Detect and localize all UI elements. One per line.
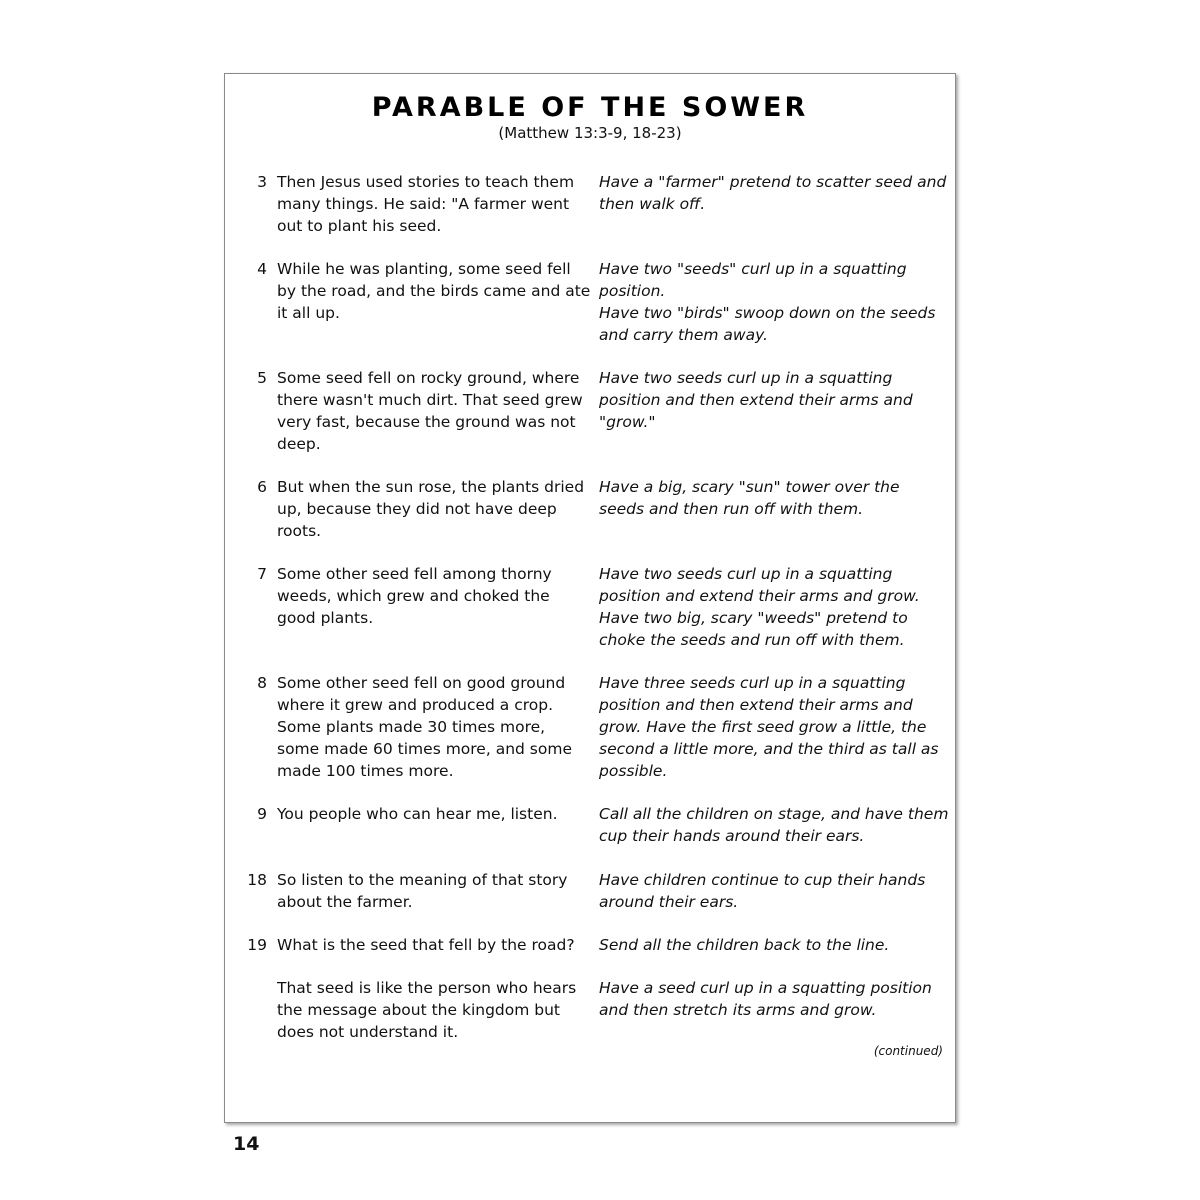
stage-direction: Have a seed curl up in a squatting position and then stretch its arms and grow.: [599, 979, 932, 1019]
verse-number: 3: [257, 173, 267, 191]
page-number: 14: [233, 1133, 260, 1155]
verse-number: 19: [247, 936, 267, 954]
stage-direction: Have two "seeds" curl up in a squatting position. Have two "birds" swoop down on the seeds and carry them away.: [599, 260, 936, 344]
verse-text: You people who can hear me, listen.: [277, 805, 558, 823]
page-title: PARABLE OF THE SOWER: [371, 92, 809, 123]
stage-direction: Have two seeds curl up in a squatting position and extend their arms and grow. Have two big, scary "weeds" pretend to choke the seeds and run off with them.: [599, 565, 920, 649]
stage-direction: Have two seeds curl up in a squatting position and then extend their arms and "grow.": [599, 369, 913, 431]
stage-direction: Have three seeds curl up in a squatting position and then extend their arms and grow. Have the first seed grow a little, the second a little more, and the third as tall as possible.: [599, 674, 939, 780]
verse-text: Some other seed fell on good ground where it grew and produced a crop. Some plants made 30 times more, some made 60 times more, and some made 100 times more.: [277, 674, 572, 780]
verse-number: 5: [257, 369, 267, 387]
verse-text: Some seed fell on rocky ground, where there wasn't much dirt. That seed grew very fast, because the ground was not deep.: [277, 369, 583, 453]
stage-direction: Have a "farmer" pretend to scatter seed and then walk off.: [599, 173, 947, 213]
verse-number: 7: [257, 565, 267, 583]
verse-text: So listen to the meaning of that story about the farmer.: [277, 871, 568, 911]
verse-text: But when the sun rose, the plants dried up, because they did not have deep roots.: [277, 478, 585, 540]
document-page: [224, 73, 956, 1123]
stage-direction: Send all the children back to the line.: [599, 936, 890, 954]
verse-text: Then Jesus used stories to teach them many things. He said: "A farmer went out to plant his seed.: [277, 173, 575, 235]
continued-note: (continued): [873, 1044, 943, 1058]
verse-text: Some other seed fell among thorny weeds, which grew and choked the good plants.: [277, 565, 552, 627]
stage-direction: Have a big, scary "sun" tower over the seeds and then run off with them.: [599, 478, 900, 518]
verse-number: 6: [257, 478, 267, 496]
verse-number: 4: [257, 260, 267, 278]
verse-text: What is the seed that fell by the road?: [277, 936, 575, 954]
verse-number: 9: [257, 805, 267, 823]
stage-direction: Have children continue to cup their hands around their ears.: [599, 871, 926, 911]
stage-direction: Call all the children on stage, and have them cup their hands around their ears.: [599, 805, 949, 845]
verse-text: While he was planting, some seed fell by the road, and the birds came and ate it all up.: [277, 260, 591, 322]
verse-text: That seed is like the person who hears the message about the kingdom but does not understand it.: [277, 979, 577, 1041]
verse-number: 18: [247, 871, 267, 889]
verse-number: 8: [257, 674, 267, 692]
scripture-reference: (Matthew 13:3-9, 18-23): [498, 124, 682, 142]
